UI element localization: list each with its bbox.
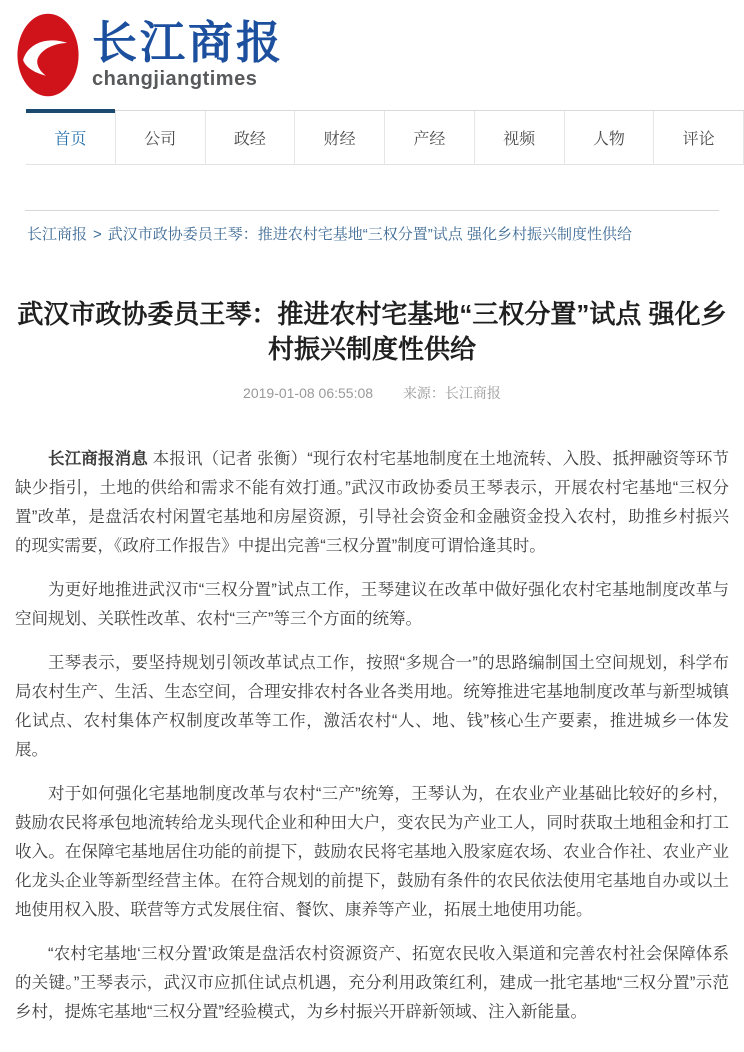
breadcrumb-section [25,210,719,245]
nav-tab-industry[interactable]: 产经 [385,111,475,164]
article-paragraph [15,445,729,561]
brand-logo[interactable] [16,10,336,100]
nav-tab-opinion[interactable]: 评论 [654,111,744,164]
breadcrumb-root-link[interactable]: 长江商报 [27,226,88,243]
nav-tab-company[interactable]: 公司 [116,111,206,164]
brand-name-en: changjiangtimes [92,67,258,90]
article-body [15,445,729,1052]
brand-name-cn: 长江商报 [92,17,285,69]
article-paragraph: 对于如何强化宅基地制度改革与农村“三产”统筹，王琴认为，在农业产业基础比较好的乡村，鼓励农民将承包地流转给龙头现代企业和种田大户，变农民为产业工人，同时获取土地租金和打工收入。在保障宅基地居住功能的前提下，鼓励农民将宅基地入股家庭农场、农业合作社、农业产业化龙头企业等新型经营主体。在符合规划的前提下，鼓励有条件的农民依法使用宅基地自办或以土地使用权入股、联营等方式发展住宿、餐饮、康养等产业，拓展土地使用功能。 [15,785,729,920]
breadcrumb-current: 武汉市政协委员王琴：推进农村宅基地“三权分置”试点 强化乡村振兴制度性供给 [107,226,632,243]
article-source: 来源：长江商报 [402,385,501,402]
article-meta [0,383,744,403]
article-lead-label: 长江商报消息 [48,450,148,469]
nav-tab-people[interactable]: 人物 [565,111,655,164]
article-paragraph: “农村宅基地‘三权分置’政策是盘活农村资源资产、拓宽农民收入渠道和完善农村社会保障体系的关键。”王琴表示，武汉市应抓住试点机遇，充分利用政策红利，建成一批宅基地“三权分置”示范乡村，提炼宅基地“三权分置”经验模式，为乡村振兴开辟新领域、注入新能量。 [15,945,729,1022]
breadcrumb [27,224,717,245]
article-paragraph: 为更好地推进武汉市“三权分置”试点工作，王琴建议在改革中做好强化农村宅基地制度改革与空间规划、关联性改革、农村“三产”等三个方面的统筹。 [15,581,729,629]
article-paragraph-text: 本报讯（记者 张衡）“现行农村宅基地制度在土地流转、入股、抵押融资等环节缺少指引，土地的供给和需求不能有效打通。”武汉市政协委员王琴表示，开展农村宅基地“三权分置”改革，是盘活农村闲置宅基地和房屋资源，引导社会资金和金融资金投入农村，助推乡村振兴的现实需要，《政府工作报告》中提出完善“三权分置”制度可谓恰逢其时。 [15,450,729,556]
site-header [0,0,744,110]
nav-tab-video[interactable]: 视频 [475,111,565,164]
main-nav [26,110,744,165]
article-title: 武汉市政协委员王琴：推进农村宅基地“三权分置”试点 强化乡村振兴制度性供给 [17,299,727,365]
nav-tab-home[interactable]: 首页 [26,111,116,164]
brand-logo-icon [16,10,80,100]
nav-tab-finance[interactable]: 财经 [295,111,385,164]
article-paragraph: 王琴表示，要坚持规划引领改革试点工作，按照“多规合一”的思路编制国土空间规划，科学布局农村生产、生活、生态空间，合理安排农村各业各类用地。统筹推进宅基地制度改革与新型城镇化试点、农村集体产权制度改革等工作，激活农村“人、地、钱”核心生产要素，推进城乡一体发展。 [15,654,729,760]
nav-tab-politics[interactable]: 政经 [206,111,296,164]
breadcrumb-separator: > [93,226,102,243]
article-date: 2019-01-08 06:55:08 [243,385,374,402]
